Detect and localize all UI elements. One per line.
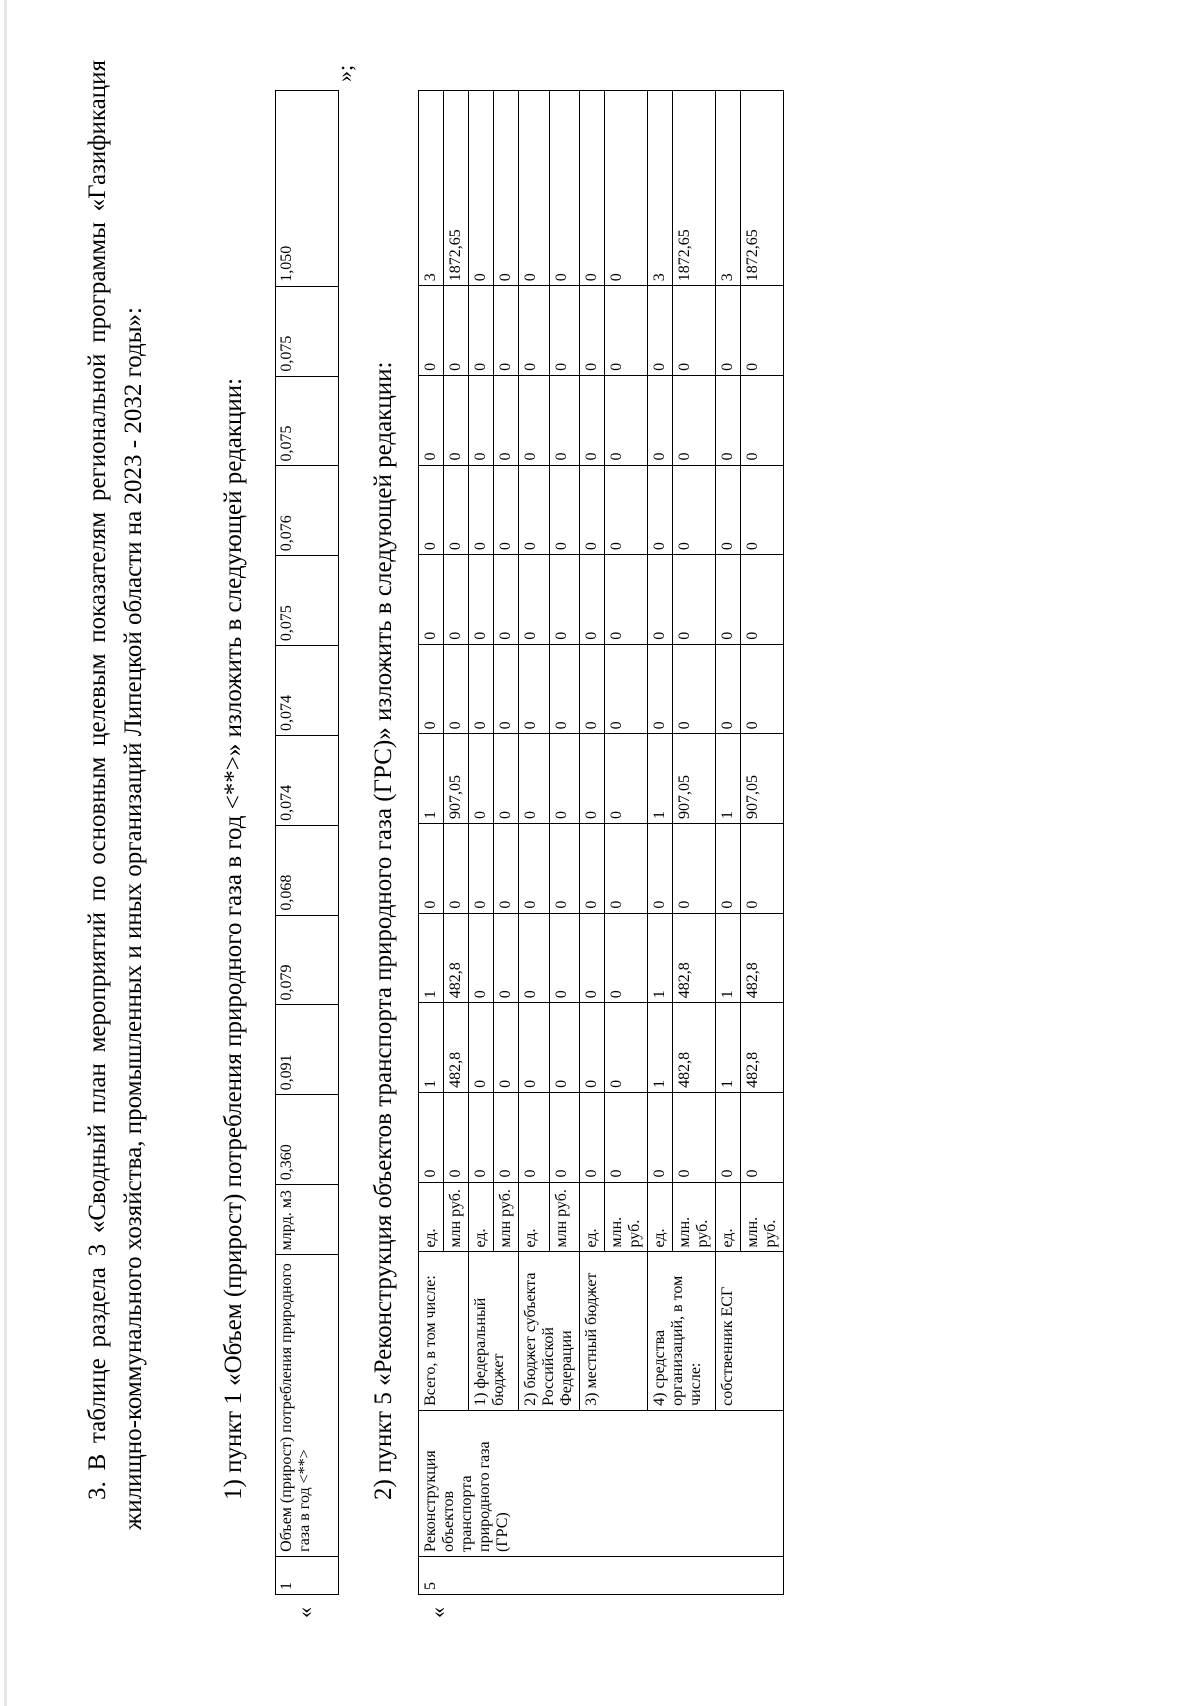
value-cell: 0 bbox=[494, 913, 519, 1003]
value-cell: 0,360 bbox=[276, 1095, 339, 1185]
value-cell: 0 bbox=[469, 913, 494, 1003]
value-cell: 0 bbox=[741, 286, 784, 376]
value-cell: 0 bbox=[444, 286, 469, 376]
value-cell: 1 bbox=[716, 1003, 741, 1093]
value-cell: 0 bbox=[519, 644, 550, 734]
value-cell: 0 bbox=[648, 465, 673, 555]
value-cell: 907,05 bbox=[741, 734, 784, 824]
table-row bbox=[469, 91, 494, 1595]
value-cell: 0 bbox=[549, 465, 580, 555]
value-cell: 0 bbox=[444, 465, 469, 555]
value-cell: 0 bbox=[469, 824, 494, 914]
value-cell: 0 bbox=[419, 824, 444, 914]
value-cell: 0 bbox=[519, 824, 550, 914]
value-cell: 0 bbox=[494, 91, 519, 286]
value-cell: 0 bbox=[469, 1003, 494, 1093]
funding-source-label: 3) местный бюджет bbox=[580, 1252, 648, 1410]
value-cell: 1872,65 bbox=[741, 91, 784, 286]
value-cell: 0 bbox=[673, 465, 716, 555]
value-cell: 0,074 bbox=[276, 646, 339, 736]
value-cell: 0 bbox=[519, 375, 550, 465]
value-cell: 0 bbox=[519, 1003, 550, 1093]
value-cell: 0 bbox=[419, 1092, 444, 1182]
value-cell: 0 bbox=[494, 555, 519, 645]
intro-text: В таблице раздела 3 «Сводный план мероприятий по основным целевым показателям региональной программы «Газификация жилищно-коммунального хозяйства, промышленных и иных организаций Липецкой области на 2023 - 2032 годы»: bbox=[84, 60, 147, 1530]
value-cell: 0,074 bbox=[276, 735, 339, 825]
value-cell: 0 bbox=[673, 644, 716, 734]
row-number: 5 bbox=[419, 1556, 784, 1594]
value-cell: 0 bbox=[673, 1092, 716, 1182]
value-cell: 3 bbox=[419, 91, 444, 286]
value-cell: 0 bbox=[716, 375, 741, 465]
value-cell: 0 bbox=[741, 824, 784, 914]
funding-source-label: Всего, в том числе: bbox=[419, 1252, 469, 1410]
value-cell: 0 bbox=[549, 286, 580, 376]
value-cell: 0 bbox=[469, 734, 494, 824]
value-cell: 0 bbox=[580, 375, 605, 465]
value-cell: 0 bbox=[673, 555, 716, 645]
unit-cell: млн. руб. bbox=[741, 1182, 784, 1252]
value-cell: 0 bbox=[605, 824, 648, 914]
value-cell: 0 bbox=[580, 286, 605, 376]
item2-open-quote: « bbox=[425, 1607, 450, 1618]
value-cell: 0 bbox=[549, 555, 580, 645]
value-cell: 0 bbox=[741, 1092, 784, 1182]
value-cell: 0 bbox=[580, 555, 605, 645]
value-cell: 0,075 bbox=[276, 286, 339, 376]
value-cell: 0,075 bbox=[276, 376, 339, 466]
value-cell: 0 bbox=[549, 824, 580, 914]
value-cell: 0 bbox=[716, 824, 741, 914]
value-cell: 0,076 bbox=[276, 466, 339, 556]
value-cell: 3 bbox=[716, 91, 741, 286]
unit-cell: млн руб. bbox=[494, 1182, 519, 1252]
value-cell: 0 bbox=[549, 91, 580, 286]
value-cell: 0 bbox=[580, 465, 605, 555]
table-row bbox=[648, 91, 673, 1595]
table-row bbox=[419, 91, 444, 1595]
value-cell: 907,05 bbox=[444, 734, 469, 824]
value-cell: 0 bbox=[444, 1092, 469, 1182]
unit-cell: ед. bbox=[519, 1182, 550, 1252]
value-cell: 1 bbox=[648, 913, 673, 1003]
value-cell: 1 bbox=[419, 913, 444, 1003]
value-cell: 0 bbox=[648, 824, 673, 914]
value-cell: 0 bbox=[444, 644, 469, 734]
value-cell: 0 bbox=[419, 375, 444, 465]
unit-cell: ед. bbox=[469, 1182, 494, 1252]
row-name: Объем (прирост) потребления природного газа в год <**> bbox=[276, 1255, 339, 1557]
value-cell: 0 bbox=[549, 644, 580, 734]
unit-cell: ед. bbox=[716, 1182, 741, 1252]
funding-source-label: 2) бюджет субъекта Российской Федерации bbox=[519, 1252, 580, 1410]
value-cell: 0 bbox=[741, 555, 784, 645]
row-name: Реконструкция объектов транспорта природного газа (ГРС) bbox=[419, 1410, 784, 1556]
value-cell: 0 bbox=[469, 91, 494, 286]
item2-table bbox=[418, 90, 784, 1595]
unit-cell: млн руб. bbox=[444, 1182, 469, 1252]
value-cell: 0 bbox=[580, 913, 605, 1003]
value-cell: 1 bbox=[716, 913, 741, 1003]
table-row bbox=[580, 91, 605, 1595]
value-cell: 0 bbox=[605, 375, 648, 465]
value-cell: 0 bbox=[716, 555, 741, 645]
value-cell: 0 bbox=[494, 465, 519, 555]
unit-cell: ед. bbox=[648, 1182, 673, 1252]
value-cell: 907,05 bbox=[673, 734, 716, 824]
row-unit: млрд. м3 bbox=[276, 1185, 339, 1255]
funding-source-label: 4) средства организаций, в том числе: bbox=[648, 1252, 716, 1410]
value-cell: 1 bbox=[716, 734, 741, 824]
value-cell: 1 bbox=[648, 1003, 673, 1093]
value-cell: 0 bbox=[519, 91, 550, 286]
value-cell: 0 bbox=[494, 734, 519, 824]
value-cell: 0 bbox=[673, 824, 716, 914]
value-cell: 1872,65 bbox=[673, 91, 716, 286]
value-cell: 0 bbox=[419, 465, 444, 555]
value-cell: 0 bbox=[580, 824, 605, 914]
value-cell: 0 bbox=[716, 465, 741, 555]
value-cell: 0 bbox=[648, 555, 673, 645]
value-cell: 0 bbox=[444, 375, 469, 465]
value-cell: 0 bbox=[519, 465, 550, 555]
value-cell: 0 bbox=[519, 555, 550, 645]
value-cell: 0 bbox=[469, 644, 494, 734]
value-cell: 0 bbox=[549, 734, 580, 824]
value-cell: 482,8 bbox=[444, 1003, 469, 1093]
value-cell: 0 bbox=[444, 555, 469, 645]
value-cell: 0 bbox=[469, 375, 494, 465]
value-cell: 0 bbox=[673, 375, 716, 465]
value-cell: 0 bbox=[494, 286, 519, 376]
unit-cell: ед. bbox=[419, 1182, 444, 1252]
value-cell: 0 bbox=[605, 913, 648, 1003]
value-cell: 3 bbox=[648, 91, 673, 286]
value-cell: 1,050 bbox=[276, 91, 339, 287]
value-cell: 0 bbox=[716, 286, 741, 376]
value-cell: 0 bbox=[648, 286, 673, 376]
value-cell: 0 bbox=[605, 91, 648, 286]
value-cell: 0 bbox=[519, 734, 550, 824]
value-cell: 0 bbox=[580, 1092, 605, 1182]
item1-close-quote: »; bbox=[332, 64, 357, 82]
value-cell: 0,091 bbox=[276, 1005, 339, 1095]
value-cell: 1 bbox=[419, 1003, 444, 1093]
value-cell: 0 bbox=[519, 286, 550, 376]
unit-cell: ед. bbox=[580, 1182, 605, 1252]
value-cell: 0 bbox=[549, 913, 580, 1003]
value-cell: 0 bbox=[605, 555, 648, 645]
value-cell: 0 bbox=[419, 644, 444, 734]
value-cell: 0 bbox=[494, 375, 519, 465]
value-cell: 0 bbox=[605, 286, 648, 376]
value-cell: 0 bbox=[605, 465, 648, 555]
value-cell: 0 bbox=[549, 1003, 580, 1093]
value-cell: 0 bbox=[741, 644, 784, 734]
value-cell: 0 bbox=[494, 1003, 519, 1093]
value-cell: 0 bbox=[605, 734, 648, 824]
value-cell: 0 bbox=[648, 375, 673, 465]
value-cell: 0 bbox=[494, 824, 519, 914]
value-cell: 0 bbox=[605, 644, 648, 734]
unit-cell: млн. руб. bbox=[673, 1182, 716, 1252]
item1-open-quote: « bbox=[292, 1607, 317, 1618]
item1-table bbox=[275, 90, 339, 1595]
value-cell: 0 bbox=[580, 734, 605, 824]
intro-number: 3. bbox=[84, 1481, 111, 1500]
item2-heading: 2) пункт 5 «Реконструкция объектов транспорта природного газа (ГРС)» изложить в следующей редакции: bbox=[370, 361, 397, 1500]
value-cell: 482,8 bbox=[741, 913, 784, 1003]
value-cell: 0 bbox=[648, 644, 673, 734]
value-cell: 482,8 bbox=[444, 913, 469, 1003]
unit-cell: млн руб. bbox=[549, 1182, 580, 1252]
funding-source-label: 1) федеральный бюджет bbox=[469, 1252, 519, 1410]
value-cell: 0 bbox=[444, 824, 469, 914]
value-cell: 482,8 bbox=[741, 1003, 784, 1093]
value-cell: 0 bbox=[419, 286, 444, 376]
value-cell: 0 bbox=[716, 644, 741, 734]
value-cell: 0 bbox=[605, 1003, 648, 1093]
value-cell: 0 bbox=[469, 286, 494, 376]
funding-source-label: собственник ЕСГ bbox=[716, 1252, 784, 1410]
table-row bbox=[276, 91, 339, 1595]
rotated-document-page bbox=[70, 40, 1190, 1620]
value-cell: 1 bbox=[419, 734, 444, 824]
value-cell: 482,8 bbox=[673, 913, 716, 1003]
value-cell: 0 bbox=[469, 465, 494, 555]
value-cell: 1872,65 bbox=[444, 91, 469, 286]
table-row bbox=[519, 91, 550, 1595]
value-cell: 0,075 bbox=[276, 556, 339, 646]
value-cell: 0 bbox=[549, 375, 580, 465]
value-cell: 0 bbox=[648, 1092, 673, 1182]
value-cell: 1 bbox=[648, 734, 673, 824]
intro-paragraph bbox=[80, 60, 152, 1530]
scan-edge bbox=[4, 0, 7, 1706]
value-cell: 0 bbox=[741, 465, 784, 555]
value-cell: 0 bbox=[549, 1092, 580, 1182]
value-cell: 0 bbox=[469, 555, 494, 645]
value-cell: 482,8 bbox=[673, 1003, 716, 1093]
value-cell: 0 bbox=[469, 1092, 494, 1182]
value-cell: 0 bbox=[741, 375, 784, 465]
value-cell: 0,079 bbox=[276, 915, 339, 1005]
value-cell: 0 bbox=[580, 1003, 605, 1093]
value-cell: 0 bbox=[580, 91, 605, 286]
value-cell: 0 bbox=[519, 1092, 550, 1182]
value-cell: 0 bbox=[716, 1092, 741, 1182]
table-row bbox=[716, 91, 741, 1595]
value-cell: 0 bbox=[605, 1092, 648, 1182]
item1-heading: 1) пункт 1 «Объем (прирост) потребления природного газа в год <**>» изложить в следующей редакции: bbox=[220, 377, 247, 1500]
row-number: 1 bbox=[276, 1556, 339, 1594]
value-cell: 0 bbox=[494, 644, 519, 734]
value-cell: 0 bbox=[519, 913, 550, 1003]
value-cell: 0,068 bbox=[276, 825, 339, 915]
value-cell: 0 bbox=[673, 286, 716, 376]
unit-cell: млн. руб. bbox=[605, 1182, 648, 1252]
value-cell: 0 bbox=[419, 555, 444, 645]
value-cell: 0 bbox=[580, 644, 605, 734]
value-cell: 0 bbox=[494, 1092, 519, 1182]
